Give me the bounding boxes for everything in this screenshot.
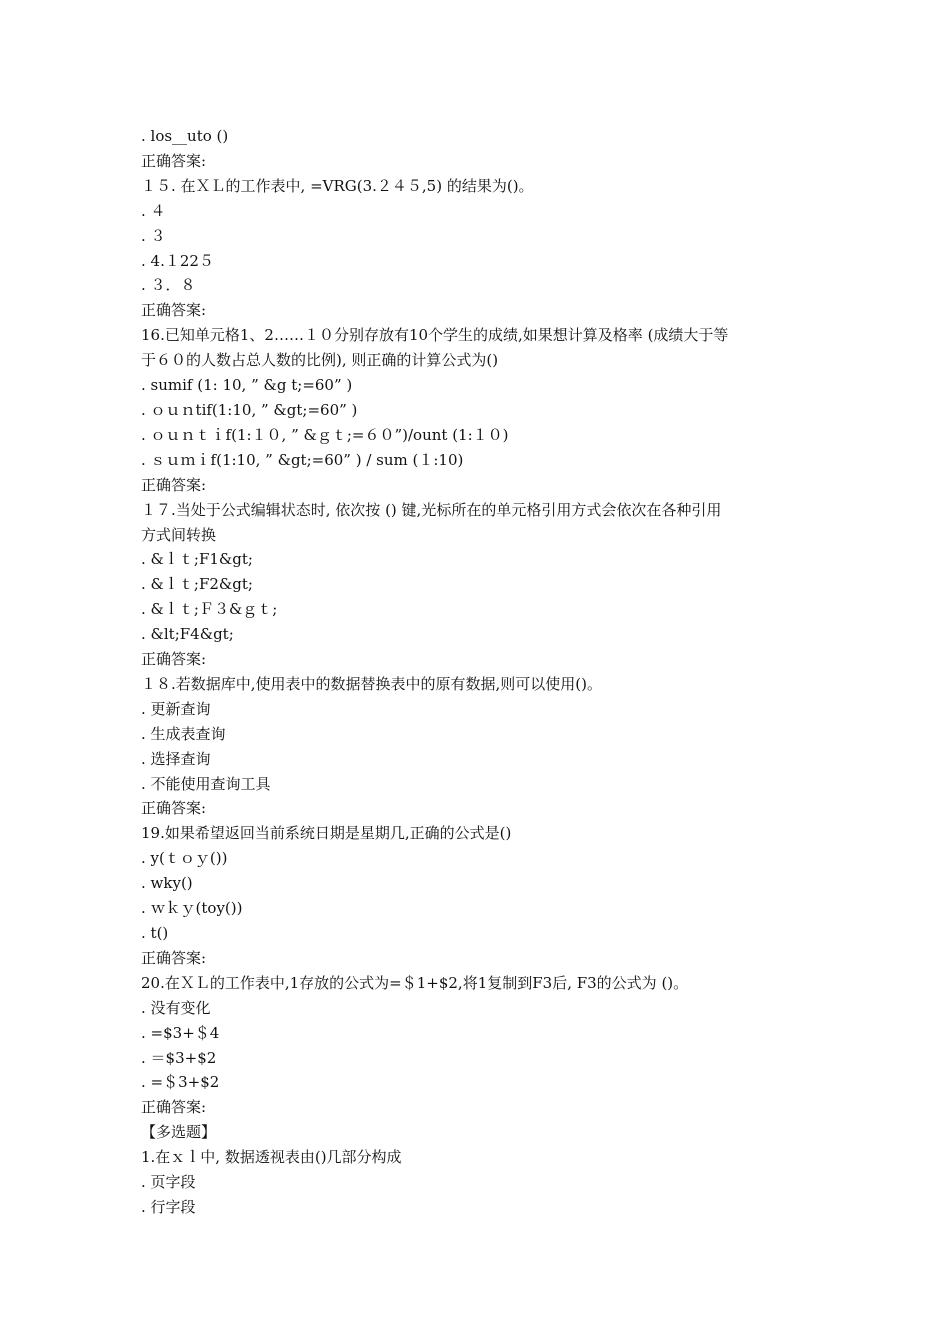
option-line: . y(ｔｏｙ()) — [141, 849, 228, 868]
document-page — [141, 124, 821, 1220]
answer-label: 正确答案: — [141, 301, 207, 320]
option-line: . ３ — [141, 226, 166, 245]
option-line: . =$3+＄4 — [141, 1023, 220, 1042]
option-line: . ｗｋｙ(toy()) — [141, 899, 243, 918]
question-20: 20.在ＸＬ的工作表中,1存放的公式为=＄1+$2,将1复制到F3后, F3的公式为 ()。 — [141, 973, 689, 992]
option-line: . wky() — [141, 874, 193, 893]
option-line: . =＄3+$2 — [141, 1073, 220, 1092]
option-line: . &ｌｔ;F1&gt; — [141, 550, 253, 569]
option-line: . 选择查询 — [141, 749, 211, 768]
option-line: . ＝$3+$2 — [141, 1048, 217, 1067]
option-line: . ３．８ — [141, 276, 196, 295]
option-line: . &lt;F4&gt; — [141, 625, 234, 644]
answer-label: 正确答案: — [141, 1098, 207, 1117]
answer-label: 正确答案: — [141, 151, 207, 170]
option-line: . ４ — [141, 201, 166, 220]
question-16: 16.已知单元格1、2……１０分别存放有10个学生的成绩,如果想计算及格率 (成绩大于等 — [141, 326, 729, 345]
option-line: . 4.１22５ — [141, 251, 214, 270]
option-line: . 不能使用查询工具 — [141, 774, 271, 793]
question-multi-1: 1.在ｘｌ中, 数据透视表由()几部分构成 — [141, 1148, 402, 1167]
question-16-cont: 于６０的人数占总人数的比例), 则正确的计算公式为() — [141, 351, 499, 370]
answer-label: 正确答案: — [141, 948, 207, 967]
answer-label: 正确答案: — [141, 799, 207, 818]
option-line: . &ｌｔ;F2&gt; — [141, 575, 253, 594]
question-19: 19.如果希望返回当前系统日期是星期几,正确的公式是() — [141, 824, 512, 843]
option-line: . 更新查询 — [141, 699, 211, 718]
answer-label: 正确答案: — [141, 475, 207, 494]
option-line: . ｏｕｎtif(1:10, ” &gt;=60” ) — [141, 400, 358, 419]
question-17-cont: 方式间转换 — [141, 525, 217, 544]
option-line: . 页字段 — [141, 1173, 196, 1192]
option-line: . ｓｕｍｉf(1:10, ” &gt;=60” ) / sum (１:10) — [141, 450, 464, 469]
option-line: . 没有变化 — [141, 998, 211, 1017]
question-18: １８.若数据库中,使用表中的数据替换表中的原有数据,则可以使用()。 — [141, 674, 603, 693]
question-15: １５. 在ＸＬ的工作表中, =VRG(3.２４５,5) 的结果为()。 — [141, 176, 534, 195]
answer-label: 正确答案: — [141, 650, 207, 669]
option-line: . ｏｕｎｔｉf(1:１０, ” &ｇｔ;=６０”)/ount (1:１０) — [141, 425, 509, 444]
option-line: . los__uto () — [141, 127, 229, 145]
option-line: . t() — [141, 924, 169, 942]
option-line: . sumif (1: 10, ” &g t;=60” ) — [141, 376, 353, 395]
option-line: . 生成表查询 — [141, 724, 226, 743]
question-17: １７.当处于公式编辑状态时, 依次按 () 键,光标所在的单元格引用方式会依次在各种引用 — [141, 500, 722, 519]
option-line: . 行字段 — [141, 1197, 196, 1216]
option-line: . &ｌｔ;Ｆ３&ｇｔ; — [141, 600, 278, 619]
section-heading-multi-choice: 【多选题】 — [141, 1123, 217, 1142]
